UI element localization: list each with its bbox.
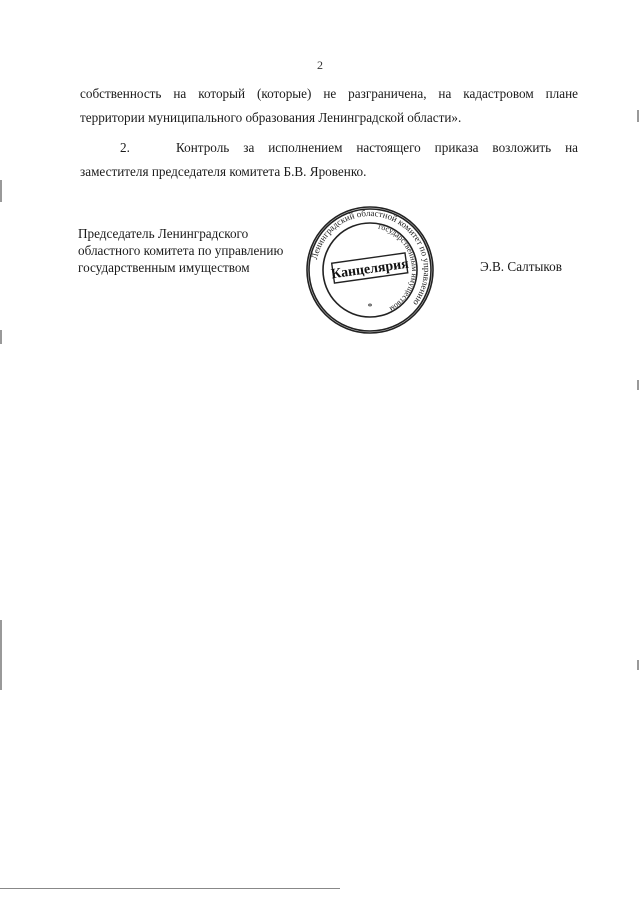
stamp-star: * [367, 302, 373, 313]
stamp-center-text: Канцелярия [330, 256, 410, 283]
office-stamp [305, 200, 435, 340]
signature-title-line-3: государственным имуществом [78, 260, 250, 275]
scan-edge-mark [0, 180, 2, 202]
paragraph-2-line-1: Контроль за исполнением настоящего приказа возложить на [176, 140, 578, 155]
scan-edge-mark [637, 660, 639, 670]
body-line-1: собственность на который (которые) не разграничена, на кадастровом плане [80, 86, 578, 101]
scan-edge-mark [0, 330, 2, 344]
stamp-inner-text: государственным имуществом [377, 221, 420, 314]
scan-edge-mark [0, 620, 2, 690]
scan-edge-mark [637, 380, 639, 390]
signer-name: Э.В. Салтыков [480, 259, 562, 274]
paragraph-number: 2. [120, 140, 130, 155]
bottom-rule [0, 888, 340, 889]
scan-edge-mark [637, 110, 639, 122]
signature-title [78, 225, 283, 276]
signature-title-line-2: областного комитета по управлению [78, 243, 284, 258]
body-line-2: территории муниципального образования Ленинградской области». [80, 110, 462, 125]
paragraph-2-line-2: заместителя председателя комитета Б.В. Яровенко. [80, 164, 367, 179]
signature-title-line-1: Председатель Ленинградского [78, 226, 249, 241]
page-number: 2 [317, 58, 323, 72]
stamp-outer-text: Ленинградский областной комитет по управлению [309, 207, 433, 308]
